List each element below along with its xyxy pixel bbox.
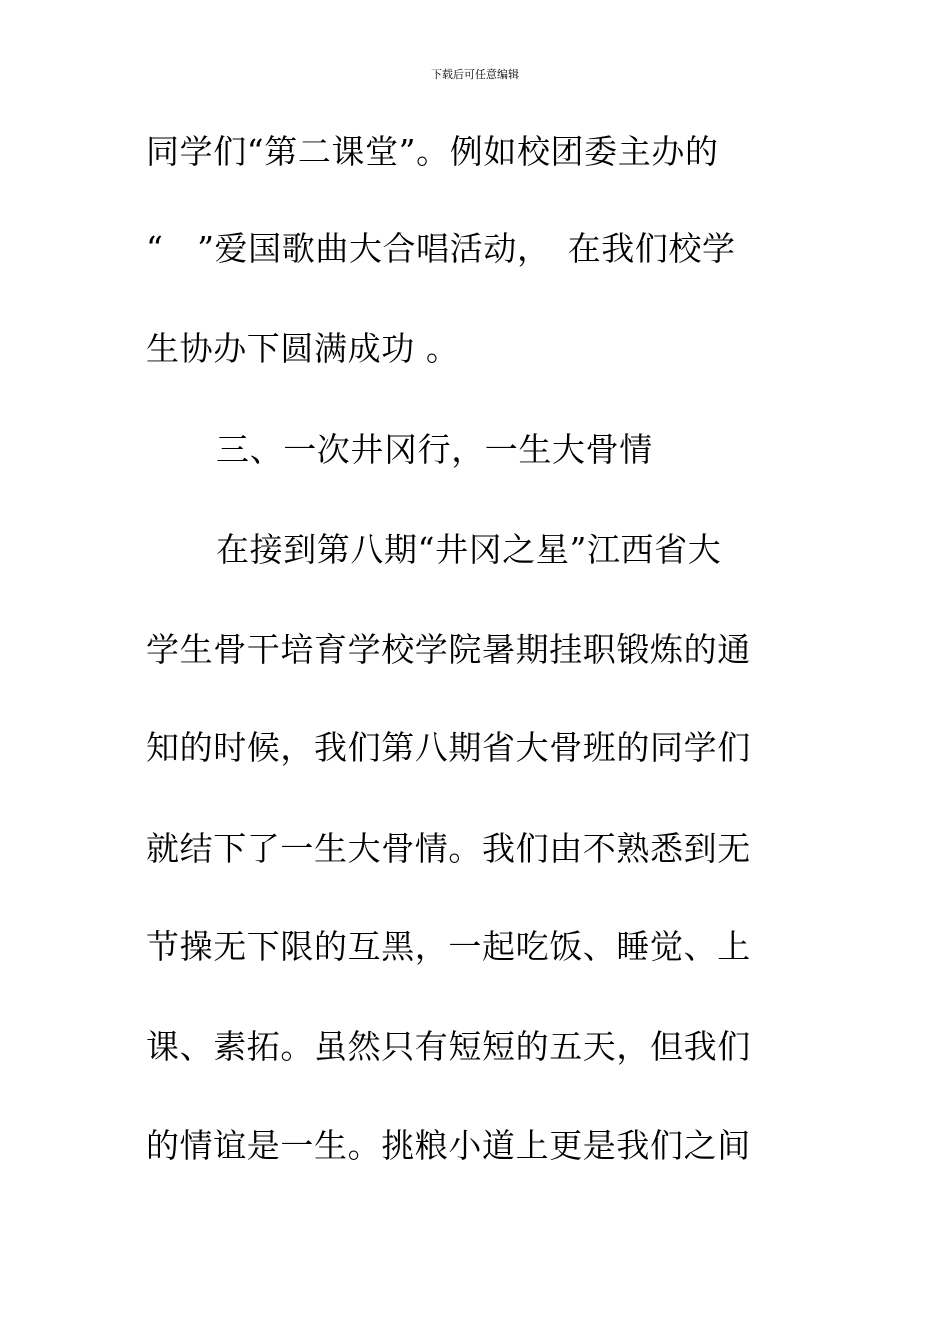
body-line-6: 学生骨干培育学校学院暑期挂职锻炼的通 (146, 630, 751, 669)
section-heading: 三、一次井冈行，一生大骨情 (216, 430, 653, 469)
body-line-7: 知的时候，我们第八期省大骨班的同学们 (146, 728, 751, 767)
body-line-1: 同学们“第二课堂”。例如校团委主办的 (146, 132, 719, 171)
body-line-10: 课、素拓。虽然只有短短的五天，但我们 (146, 1027, 751, 1066)
body-line-2: “ ”爱国歌曲大合唱活动， 在我们校学 (146, 229, 736, 268)
header-note: 下载后可任意编辑 (431, 68, 519, 81)
body-line-8: 就结下了一生大骨情。我们由不熟悉到无 (146, 829, 751, 868)
body-line-9: 节操无下限的互黑，一起吃饭、睡觉、上 (146, 927, 751, 966)
body-line-11: 的情谊是一生。挑粮小道上更是我们之间 (146, 1126, 751, 1165)
body-line-3: 生协办下圆满成功 。 (146, 329, 460, 368)
body-line-5: 在接到第八期“井冈之星”江西省大 (216, 530, 722, 569)
